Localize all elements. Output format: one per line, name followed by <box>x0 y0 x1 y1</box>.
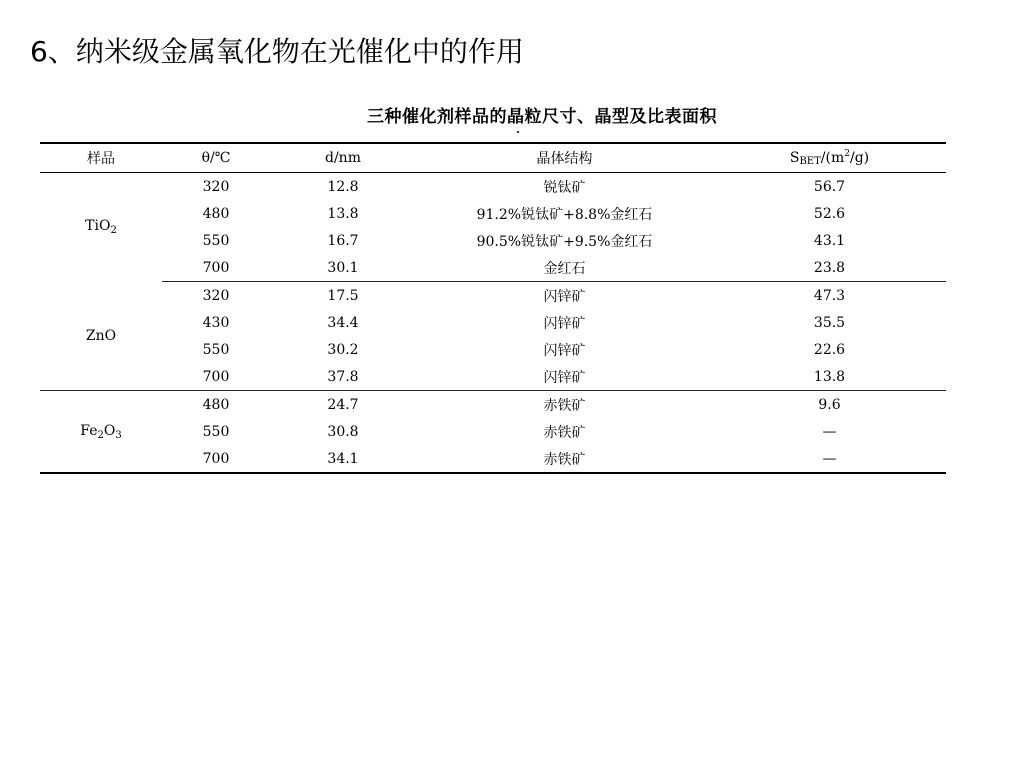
sample-cell-zno <box>40 282 162 391</box>
table-caption: 三种催化剂样品的晶粒尺寸、晶型及比表面积 <box>367 107 717 127</box>
d-cell: 30.8 <box>327 423 359 440</box>
table-row <box>40 336 946 363</box>
table-header-row <box>40 143 946 173</box>
phase-cell: 赤铁矿 <box>416 445 713 473</box>
phase-cell: 91.2%锐钛矿+8.8%金红石 <box>476 206 653 223</box>
d-cell: 30.2 <box>327 341 359 358</box>
temp-cell: 700 <box>162 445 270 473</box>
temp-cell: 430 <box>202 314 230 331</box>
temp-cell: 480 <box>202 205 230 222</box>
phase-cell: 赤铁矿 <box>543 397 586 414</box>
sample-subscript: 2 <box>110 225 117 237</box>
table-row <box>40 391 946 419</box>
sample-label: Fe <box>80 422 98 439</box>
sbet-cell: 9.6 <box>818 396 841 413</box>
sample-label: TiO <box>85 218 111 235</box>
table-row <box>40 282 946 310</box>
sbet-cell: 22.6 <box>813 341 846 358</box>
temp-cell: 480 <box>202 396 230 413</box>
sbet-cell: 13.8 <box>713 363 946 391</box>
temp-cell: 550 <box>202 232 230 249</box>
sbet-cell: 35.5 <box>813 314 846 331</box>
caption-dot-mark <box>517 131 519 133</box>
phase-cell: 锐钛矿 <box>543 179 586 196</box>
sample-label-2: O <box>103 422 116 439</box>
table-row <box>40 445 946 473</box>
temp-cell: 320 <box>202 287 230 304</box>
temp-cell: 550 <box>202 341 230 358</box>
header-sbet-unit-b: /g) <box>849 150 870 166</box>
sbet-cell: 52.6 <box>813 205 846 222</box>
header-sbet <box>713 143 946 173</box>
temp-cell: 320 <box>202 178 230 195</box>
sbet-cell: — <box>713 445 946 473</box>
phase-cell: 闪锌矿 <box>543 315 586 332</box>
header-sbet-main: S <box>789 150 800 166</box>
sbet-cell: — <box>822 423 837 440</box>
slide-title: 6、纳米级金属氧化物在光催化中的作用 <box>30 35 524 68</box>
sample-subscript-2: 3 <box>115 429 122 441</box>
temp-cell: 700 <box>162 363 270 391</box>
header-phase: 晶体结构 <box>416 143 713 173</box>
d-cell: 34.1 <box>270 445 416 473</box>
d-cell: 17.5 <box>327 287 359 304</box>
d-cell: 13.8 <box>327 205 359 222</box>
sbet-cell: 23.8 <box>713 254 946 282</box>
table-row <box>40 254 946 282</box>
d-cell: 30.1 <box>270 254 416 282</box>
temp-cell: 700 <box>162 254 270 282</box>
phase-cell: 闪锌矿 <box>543 288 586 305</box>
phase-cell: 闪锌矿 <box>543 342 586 359</box>
table-row <box>40 200 946 227</box>
temp-cell: 550 <box>202 423 230 440</box>
d-cell: 37.8 <box>270 363 416 391</box>
sample-cell-tio2 <box>40 173 162 282</box>
sbet-cell: 47.3 <box>813 287 846 304</box>
sample-subscript: 2 <box>97 429 104 441</box>
table-row <box>40 418 946 445</box>
data-table <box>40 142 946 474</box>
sbet-cell: 43.1 <box>813 232 846 249</box>
sample-label: ZnO <box>85 327 117 344</box>
header-sbet-unit-sup: 2 <box>844 149 850 159</box>
d-cell: 34.4 <box>327 314 359 331</box>
phase-cell: 90.5%锐钛矿+9.5%金红石 <box>476 233 653 250</box>
table-row <box>40 227 946 254</box>
d-cell: 24.7 <box>327 396 359 413</box>
table-row <box>40 309 946 336</box>
header-sbet-sub: BET <box>799 156 821 167</box>
sbet-cell: 56.7 <box>813 178 846 195</box>
phase-cell: 闪锌矿 <box>416 363 713 391</box>
phase-cell: 赤铁矿 <box>543 424 586 441</box>
header-d: d/nm <box>270 143 416 173</box>
d-cell: 16.7 <box>327 232 359 249</box>
header-sample: 样品 <box>40 143 162 173</box>
sample-cell-fe2o3 <box>40 391 162 474</box>
table-row <box>40 173 946 201</box>
table-row <box>40 363 946 391</box>
phase-cell: 金红石 <box>416 254 713 282</box>
header-sbet-unit-a: /(m <box>820 150 845 166</box>
d-cell: 12.8 <box>327 178 359 195</box>
header-temp: θ/℃ <box>162 143 270 173</box>
